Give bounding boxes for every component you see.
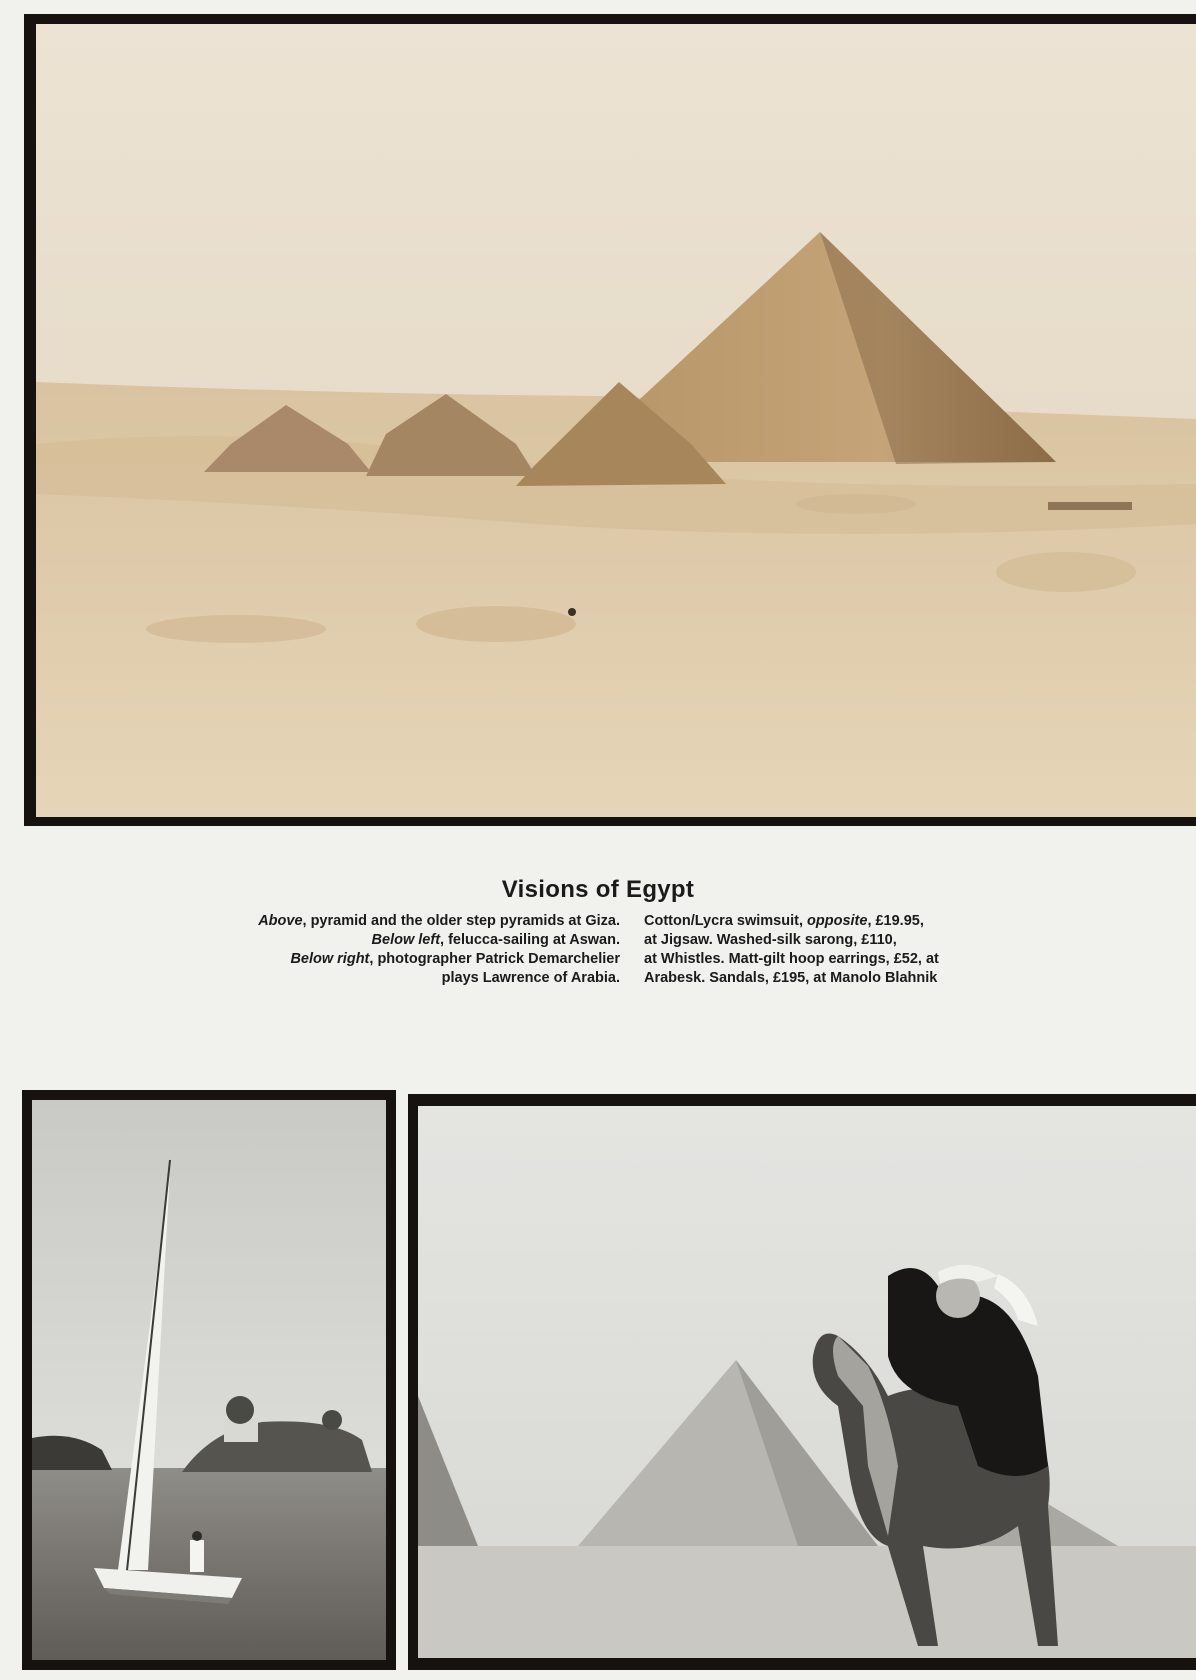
credit-line-4: Arabesk. Sandals, £195, at Manolo Blahnik (644, 970, 938, 986)
caption-below-right-label: Below right (290, 951, 370, 967)
page-title: Visions of Egypt (501, 876, 695, 903)
credit-line-2: at Jigsaw. Washed-silk sarong, £110, (644, 932, 897, 948)
credit-line-3: at Whistles. Matt-gilt hoop earrings, £52, at (644, 951, 939, 967)
credit-swimsuit-price: , £19.95, (867, 913, 924, 929)
credit-opposite-label: opposite (807, 913, 868, 929)
credit-swimsuit: Cotton/Lycra swimsuit, (644, 913, 808, 929)
caption-below-left-label: Below left (371, 932, 441, 948)
caption-below-left-text: , felucca-sailing at Aswan. (440, 932, 620, 948)
photo-pyramids-giza (24, 14, 1196, 826)
caption-below-right-text: , photographer Patrick Demarchelier (369, 951, 620, 967)
photo-felucca-aswan (22, 1090, 396, 1670)
photo-demarchelier-camel (408, 1094, 1196, 1670)
pyramids-image (36, 24, 1196, 817)
caption-above-label: Above (258, 913, 303, 929)
caption-fashion-credits (644, 912, 1104, 988)
caption-above-text: , pyramid and the older step pyramids at Giza. (302, 913, 620, 929)
caption-line-4: plays Lawrence of Arabia. (441, 970, 620, 986)
camel-image (418, 1106, 1196, 1658)
felucca-image (32, 1100, 386, 1660)
caption-photo-credits (100, 912, 620, 988)
